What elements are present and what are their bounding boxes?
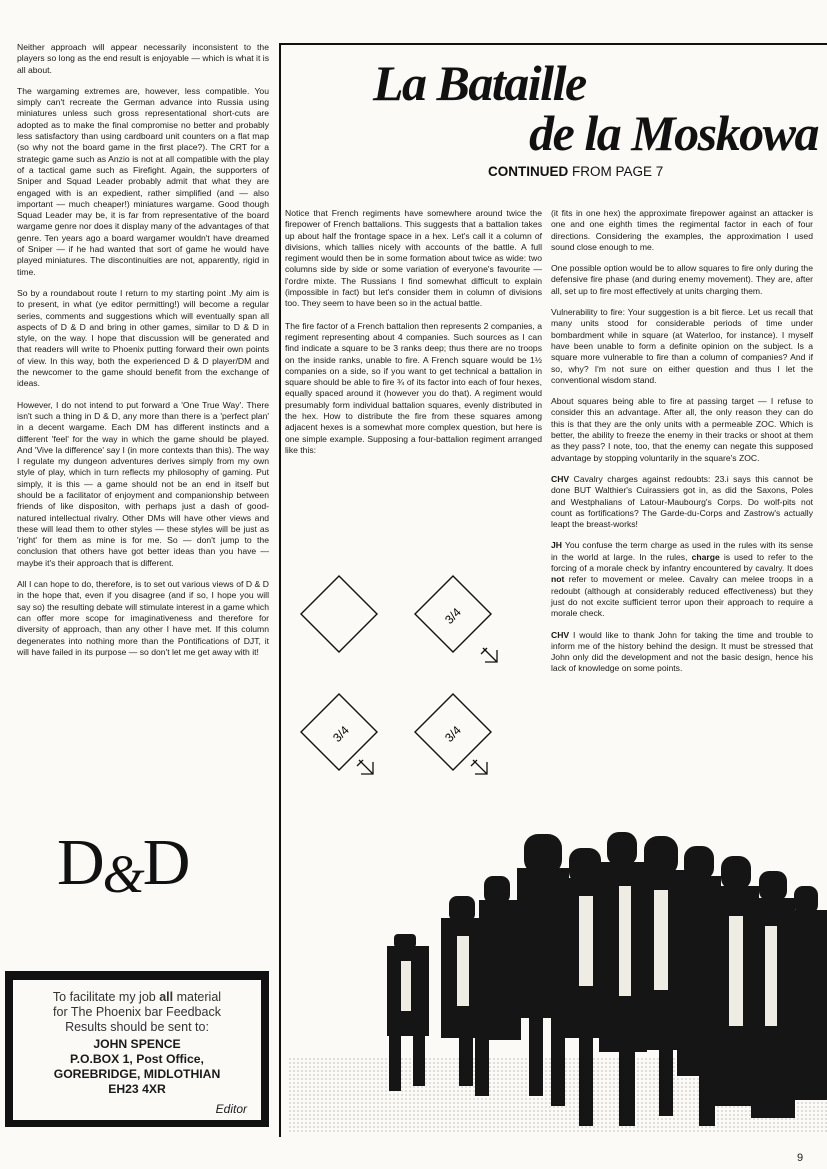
article-title-line2: de la Moskowa	[529, 105, 818, 161]
arrow-down-right-icon	[357, 760, 373, 774]
dnd-logo	[57, 828, 188, 909]
right-paragraph-2: One possible option would be to allow squares to fire only during the defensive fire phase (and during enemy movement). They are, after all, set up to fire most effectively at units charging them.	[551, 263, 813, 296]
jh-text-3: refer to movement or melee. Cavalry can melee troops in a redoubt (although at considerably reduced effectiveness) but they just do not excite sufficient terror upon their approach to require a morale check.	[551, 574, 813, 619]
right-column	[551, 208, 813, 685]
square-diagram	[285, 570, 525, 795]
jh-comment	[551, 540, 813, 619]
chv-comment-1	[551, 474, 813, 530]
fire-label-bottom-left: 3/4	[330, 723, 352, 745]
jh-text-2: is used to refer to the forcing of a morale check by infantry encountered by cavalry. It does	[551, 551, 813, 574]
fire-label-bottom-right: 3/4	[442, 723, 464, 745]
feedback-address1: P.O.BOX 1, Post Office,	[70, 1052, 204, 1066]
right-paragraph-1: (it fits in one hex) the approximate firepower against an attacker is one and one eighth times the regimental factor in each of four directions. Considering the examples, the approximation I used sound close enough to me.	[551, 208, 813, 252]
jh-bold-charge: charge	[691, 551, 720, 562]
page-number: 9	[797, 1152, 804, 1164]
feedback-signature: Editor	[215, 1102, 247, 1116]
jh-bold-not: not	[551, 574, 565, 585]
continued-rest: FROM PAGE 7	[568, 164, 664, 179]
continued-bold: CONTINUED	[488, 164, 569, 179]
article-title-line1: La Bataille	[373, 55, 586, 111]
left-paragraph-4: However, I do not intend to put forward a 'One True Way'. There isn't such a thing in D & D, any more than there is a 'perfect plan' in a decent wargame. Each DM has different instincts and a different 'feel' for the way in which the game should be played. And 'Vive la difference' say I (in more contexts than this). The way I regulate my dungeon adventures derives simply from my own style of play, which in turn reflects my philosophy of gaming. Put simply, it is this — a game should not be an end in itself but should be a facilitator of enjoyment and companionship between friends of like dispositon, with perhaps just a dash of good-natured intellectual rivalry. Other DMs will have other views and these will lead them to other styles — these styles will be just as 'right' for them as mine is for me. So — don't jump to the conclusion that others have got better ideas than you have — maybe it's their approach that is different.	[17, 399, 269, 568]
feedback-address2: GOREBRIDGE, MIDLOTHIAN	[53, 1067, 221, 1081]
left-paragraph-1: Neither approach will appear necessarily inconsistent to the players so long as the end result is enjoyable — which is what it is all about.	[17, 42, 269, 75]
arrow-down-right-icon	[481, 648, 497, 662]
right-paragraph-4: About squares being able to fire at passing target — I refuse to consider this an advantage. After all, the only reason they can do this is that they are the only units with a permeable ZOC. Which is better, the ability to freeze the enemy in their tracks or shoot at them as they pass? I note, too, that the enemy can negate this supposed advantage by stopping voluntarily in the square's ZOC.	[551, 396, 813, 463]
chv-comment-2	[551, 630, 813, 675]
continued-label	[488, 164, 663, 179]
chv-tag: CHV	[551, 473, 570, 484]
feedback-line1-post: material	[173, 990, 222, 1004]
logo-d2: D	[142, 826, 189, 899]
left-paragraph-3: So by a roundabout route I return to my starting point .My aim is to present, in what (ye editor permitting!) will become a regular series, comments and suggestions which will eventually span all aspects of D & D and bring in other games, similar to D & D in style, on the way. I hope that discussion will be generated and that readers will write to Phoenix putting forward their own points of view. In this way, both the experienced D & D player/DM and the newcomer to the game should benefit from the exchange of ideas.	[17, 287, 269, 389]
square-unit-top-right	[415, 576, 497, 662]
left-column	[17, 42, 269, 668]
feedback-line1-bold: all	[159, 990, 174, 1004]
jh-tag: JH	[551, 540, 562, 551]
square-unit-top-left	[301, 576, 377, 652]
right-paragraph-3: Vulnerability to fire: Your suggestion is a bit fierce. Let us recall that many units stood for considerable periods of time under bombardment while in square (at Waterloo, for instance). I myself have been unable to form a definite opinion on the subject. Is a square more vulnerable to fire than a column of companies? And if so, why? I'm not sure on either question and thus I let the conventional wisdom stand.	[551, 307, 813, 385]
logo-d1: D	[57, 826, 103, 899]
square-unit-bottom-left	[301, 694, 377, 774]
arrow-down-right-icon	[471, 760, 487, 774]
feedback-name: JOHN SPENCE	[93, 1037, 181, 1051]
logo-ampersand: &	[102, 844, 143, 904]
jh-text-1: You confuse the term charge as used in the rules with its sense in the world at large. In the rules,	[551, 540, 813, 562]
feedback-box	[5, 971, 269, 1127]
middle-paragraph-1: Notice that French regiments have somewhere around twice the firepower of French battalions. This suggests that a battalion takes up about half the frontage space in a hex. Let's call it a column of divisions, which tallies nicely with accounts of the battle. A full regiment would then be in some formation about twice as wide: two columns side by side or some variation of everyone's favourite — l'ordre mixte. The Russians I find somewhat difficult to explain (impossible in fact) but let's consider them in column of divisions too. They seem to have been so in the actual battle.	[285, 208, 542, 309]
middle-column	[285, 208, 542, 467]
middle-paragraph-2: The fire factor of a French battalion then represents 2 companies, a regiment representing about 4 companies. Such sources as I can find indicate a square to be 3 ranks deep; thus there are no troops on the inside ranks, unable to fire. A French square would be 1½ companies on a side, so if you want to get technical a battalion in square should be able to fire ¾ of its factor into each of four hexes, equally spaced around it (however you do that). A regiment would presumably form individual battalion squares, evenly distributed in the hex. How to distribute the fire from these squares among adjacent hexes is a somewhat more complex question, but here is one simple example. Supposing a four-battalion regiment arranged like this:	[285, 320, 542, 455]
soldiers-photo	[289, 826, 827, 1134]
chv-tag-2: CHV	[551, 629, 570, 640]
chv-text-2: I would like to thank John for taking the time and trouble to inform me of the history behind the design. It must be stressed that John only did the development and not the basic design, hence his lack of knowledge on some points.	[551, 629, 813, 674]
feedback-box-inner	[13, 980, 261, 1120]
feedback-line1-pre: To facilitate my job	[52, 990, 160, 1004]
fire-label-top-right: 3/4	[442, 605, 464, 627]
feedback-address	[13, 1037, 261, 1097]
feedback-postcode: EH23 4XR	[108, 1082, 166, 1096]
chv-text-1: Cavalry charges against redoubts: 23.i says this cannot be done BUT Walthier's Cuirassiers got in, as did the Saxons, Poles and Westphalians of Latour-Maubourg's Corps. Do wolf-pits not count as fortifications? The Garde-du-Corps and Zastrow's actually leapt the breast-works!	[551, 473, 813, 530]
feedback-lead	[13, 990, 261, 1035]
left-paragraph-2: The wargaming extremes are, however, less compatible. You simply can't recreate the German advance into Russia using miniatures unless such gross representational short-cuts are adopted as to make the final compromise no better and probably less satisfactory than using cardboard unit counters on a flat map (so why not the board game in the first place?). The CRT for a strategic game such as Anzio is not at all compatible with the play of a tactical game such as Firefight. Again, the supporters of Sniper and Squad Leader probably admit that what they are engaged with is an expedient, rather simplified (and — also important — much cheaper!) miniatures wargame. Good though Squad Leader may be, it is far from representative of the board wargame genre nor does it display many of the advantages of that genre. Ten years ago a board wargamer wouldn't have dreamed of Sniper — if he had wanted that sort of game he would have played miniatures. The discontinuities are not, apparently, rigid in time.	[17, 85, 269, 277]
square-unit-bottom-right	[415, 694, 491, 774]
feedback-line3: Results should be sent to:	[65, 1020, 209, 1034]
left-paragraph-5: All I can hope to do, therefore, is to set out various views of D & D in the hope that, even if you disagree (and if so, I hope you will say so) the resulting debate will stimulate interest in a game which can offer more scope for imaginativeness and therefore for diversity of approach, than any other I have met. If this column degenerates into nothing more than the Pontifications of DJT, it will have failed in its purpose — so don't let me get away with it!	[17, 579, 269, 657]
article-title	[373, 55, 818, 161]
feedback-line2: for The Phoenix bar Feedback	[53, 1005, 221, 1019]
